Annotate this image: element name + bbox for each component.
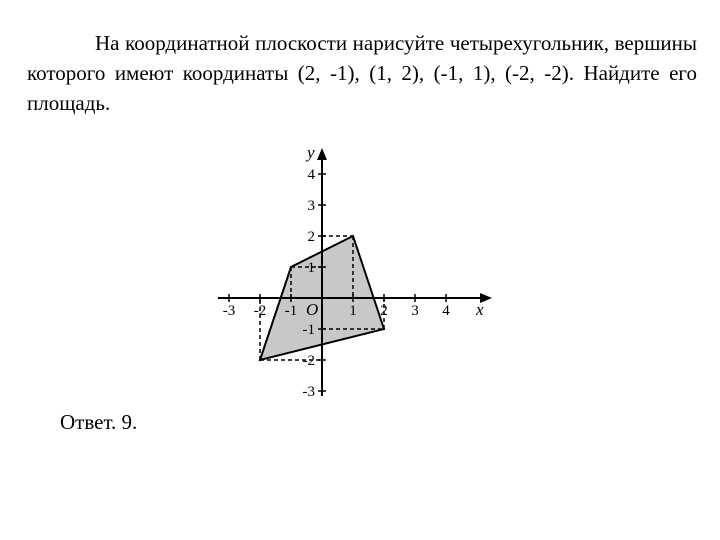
x-tick-label: 2: [380, 303, 388, 319]
problem-text: На координатной плоскости нарисуйте четырехугольник, вершины которого имеют координаты (2, -1), (1, 2), (-1, 1), (-2, -2). Найдите его площадь.: [27, 31, 697, 115]
x-tick-label: 4: [442, 303, 450, 319]
x-tick-label: -3: [222, 303, 236, 319]
y-tick-label: -1: [302, 322, 315, 338]
y-axis-label: y: [307, 143, 315, 162]
coordinate-plane-figure: [218, 143, 498, 405]
x-tick-label: 1: [349, 303, 357, 319]
y-axis-arrow: [317, 148, 327, 160]
x-axis-label: x: [476, 300, 484, 319]
origin-label: O: [306, 300, 319, 319]
y-tick-label: 1: [307, 260, 315, 276]
y-tick-label: 3: [307, 198, 315, 214]
x-tick-label: -2: [253, 303, 267, 319]
coordinate-plane: [218, 143, 498, 405]
y-tick-label: 2: [307, 229, 315, 245]
y-tick-label: 4: [307, 167, 315, 183]
x-tick-label: 3: [411, 303, 419, 319]
y-tick-label: -2: [302, 353, 315, 369]
answer: Ответ. 9.: [60, 410, 138, 434]
problem-statement: [27, 28, 697, 118]
x-tick-label: -1: [284, 303, 298, 319]
y-tick-label: -3: [302, 384, 315, 400]
